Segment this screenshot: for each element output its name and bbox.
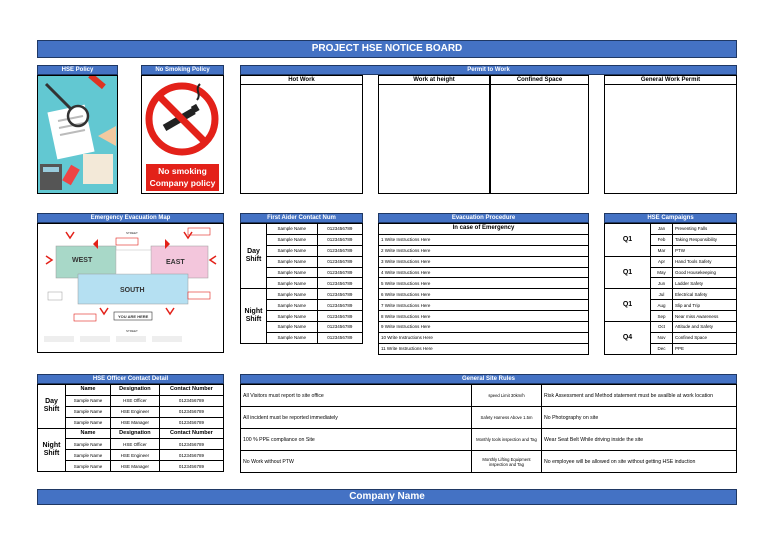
- rule-mid: Safety Harness Above 1.5m: [472, 407, 542, 429]
- rule-right: No Photography on site: [542, 407, 737, 429]
- permit-hot-work: [240, 75, 363, 194]
- first-aider-name: Sample Name: [267, 224, 318, 235]
- officer-number: 0123456789: [159, 406, 223, 417]
- officer-name: Sample Name: [66, 450, 111, 461]
- officer-number: 0123456789: [159, 417, 223, 428]
- officer-role: HSE Manager: [110, 461, 159, 472]
- rules-header: General Site Rules: [240, 374, 737, 384]
- no-smoking-icon: [142, 76, 223, 161]
- rule-mid: Monthly tools inspection and Tag: [472, 429, 542, 451]
- campaign-month: Jun: [651, 278, 673, 289]
- evacuation-step: 1 Write Instructions Here: [379, 234, 589, 245]
- evacuation-step: 3 Write Instructions Here: [379, 256, 589, 267]
- campaign-month: Aug: [651, 300, 673, 311]
- officer-col-designation: Designation: [110, 428, 159, 439]
- no-smoking-text: [146, 164, 219, 191]
- evacuation-step: 5 Write Instructions Here: [379, 278, 589, 289]
- map-you-are-here: YOU ARE HERE: [118, 314, 149, 319]
- officer-col-designation: Designation: [110, 385, 159, 396]
- campaign-month: Apr: [651, 256, 673, 267]
- officer-night-label: Night Shift: [38, 428, 66, 472]
- map-street-top: STREET: [126, 231, 138, 235]
- evacuation-subtitle: In case of Emergency: [379, 224, 589, 235]
- officer-col-contact: Contact Number: [159, 428, 223, 439]
- officer-role: HSE Officer: [110, 439, 159, 450]
- campaign-topic: Taking Responsibility: [673, 234, 737, 245]
- evacuation-step: 8 Write Instructions Here: [379, 311, 589, 322]
- campaign-topic: Electrical Safety: [673, 289, 737, 300]
- officer-col-contact: Contact Number: [159, 385, 223, 396]
- permit-header: Permit to Work: [240, 65, 737, 75]
- campaign-month: Jul: [651, 289, 673, 300]
- campaign-topic: PTW: [673, 245, 737, 256]
- officer-col-name: Name: [66, 428, 111, 439]
- campaign-month: Nov: [651, 332, 673, 343]
- officer-role: HSE Engineer: [110, 406, 159, 417]
- rule-mid: Monthly Lifting Equipment inspection and Tag: [472, 451, 542, 473]
- first-aider-table: [240, 223, 363, 344]
- campaign-month: Feb: [651, 234, 673, 245]
- board-title: PROJECT HSE NOTICE BOARD: [37, 40, 737, 58]
- officer-name: Sample Name: [66, 417, 111, 428]
- campaign-topic: Hand Tools Safety: [673, 256, 737, 267]
- first-aider-name: Sample Name: [267, 245, 318, 256]
- permit-label: General Work Permit: [605, 76, 736, 85]
- first-aider-number: 0123456789: [317, 267, 362, 278]
- sign-line-1: No smoking: [158, 166, 207, 176]
- first-aider-night-label: Night Shift: [241, 289, 267, 343]
- officer-name: Sample Name: [66, 406, 111, 417]
- map-east: EAST: [166, 259, 185, 266]
- campaign-month: Mar: [651, 245, 673, 256]
- officer-number: 0123456789: [159, 439, 223, 450]
- campaign-month: Dec: [651, 343, 673, 354]
- first-aider-number: 0123456789: [317, 311, 362, 322]
- campaign-topic: Confined Space: [673, 332, 737, 343]
- permit-label: Work at height: [379, 76, 489, 85]
- permit-confined-space: [490, 75, 589, 194]
- officer-number: 0123456789: [159, 461, 223, 472]
- map-west: WEST: [72, 257, 93, 264]
- first-aider-number: 0123456789: [317, 289, 362, 300]
- company-name-footer: Company Name: [37, 489, 737, 505]
- rule-left: All Visitors must report to site office: [241, 385, 472, 407]
- first-aider-number: 0123456789: [317, 234, 362, 245]
- first-aider-name: Sample Name: [267, 278, 318, 289]
- rule-mid: speed Limit 30km/h: [472, 385, 542, 407]
- officer-name: Sample Name: [66, 461, 111, 472]
- evacuation-step: 4 Write Instructions Here: [379, 267, 589, 278]
- campaign-quarter: Q1: [605, 256, 651, 289]
- evac-map: [37, 223, 224, 353]
- evacuation-step: 10 Write Instructions Here: [379, 332, 589, 343]
- hse-policy-header: HSE Policy: [37, 65, 118, 75]
- officer-role: HSE Officer: [110, 395, 159, 406]
- campaigns-header: HSE Campaigns: [604, 213, 737, 223]
- permit-label: Confined Space: [491, 76, 588, 85]
- rule-left: No Work without PTW: [241, 451, 472, 473]
- first-aider-name: Sample Name: [267, 311, 318, 322]
- hse-policy-image: [37, 75, 118, 194]
- officer-name: Sample Name: [66, 395, 111, 406]
- campaign-month: May: [651, 267, 673, 278]
- first-aider-header: First Aider Contact Num: [240, 213, 363, 223]
- first-aider-day-label: Day Shift: [241, 224, 267, 289]
- evacuation-table: [378, 223, 589, 355]
- rule-right: Risk Assessment and Method statement must be availble at work location: [542, 385, 737, 407]
- no-smoking-header: No Smoking Policy: [141, 65, 224, 75]
- evacuation-step: 7 Write Instructions Here: [379, 300, 589, 311]
- officer-number: 0123456789: [159, 395, 223, 406]
- permit-label: Hot Work: [241, 76, 362, 85]
- campaign-topic: Attitude and Safety: [673, 322, 737, 333]
- campaign-month: Sep: [651, 311, 673, 322]
- first-aider-number: 0123456789: [317, 322, 362, 333]
- map-south: SOUTH: [120, 287, 145, 294]
- officer-header: HSE Officer Contact Detail: [37, 374, 224, 384]
- first-aider-number: 0123456789: [317, 300, 362, 311]
- first-aider-number: 0123456789: [317, 332, 362, 343]
- first-aider-name: Sample Name: [267, 256, 318, 267]
- permit-general-work: [604, 75, 737, 194]
- campaign-quarter: Q1: [605, 289, 651, 322]
- evacuation-step: 9 Write Instructions Here: [379, 322, 589, 333]
- officer-col-name: Name: [66, 385, 111, 396]
- first-aider-number: 0123456789: [317, 245, 362, 256]
- rule-left: 100 % PPE compliance on Site: [241, 429, 472, 451]
- campaign-topic: Good Housekeeping: [673, 267, 737, 278]
- first-aider-name: Sample Name: [267, 234, 318, 245]
- evacuation-header: Evacuation Procedure: [378, 213, 589, 223]
- officer-day-label: Day Shift: [38, 385, 66, 429]
- first-aider-name: Sample Name: [267, 300, 318, 311]
- map-street-bottom: STREET: [126, 329, 138, 333]
- first-aider-name: Sample Name: [267, 267, 318, 278]
- evacuation-step: 11 Write Instructions Here: [379, 343, 589, 354]
- campaign-month: Jan: [651, 224, 673, 235]
- campaign-quarter: Q4: [605, 322, 651, 355]
- campaign-month: Oct: [651, 322, 673, 333]
- first-aider-number: 0123456789: [317, 224, 362, 235]
- campaign-topic: PPE: [673, 343, 737, 354]
- officer-role: HSE Engineer: [110, 450, 159, 461]
- campaign-quarter: Q1: [605, 224, 651, 257]
- no-smoking-sign: [141, 75, 224, 194]
- campaign-topic: Slip and Trip: [673, 300, 737, 311]
- rule-right: No employee will be allowed on site without getting HSE induction: [542, 451, 737, 473]
- campaign-topic: Preventing Falls: [673, 224, 737, 235]
- campaign-topic: Ladder Safety: [673, 278, 737, 289]
- permit-work-at-height: [378, 75, 490, 194]
- sign-line-2: Company policy: [149, 178, 216, 188]
- evacuation-step: 2 Write Instructions Here: [379, 245, 589, 256]
- first-aider-name: Sample Name: [267, 289, 318, 300]
- officer-table: [37, 384, 224, 472]
- evacuation-step: 6 Write Instructions Here: [379, 289, 589, 300]
- rule-right: Wear Seat Belt While driving inside the site: [542, 429, 737, 451]
- evac-map-header: Emergency Evacuation Map: [37, 213, 224, 223]
- first-aider-number: 0123456789: [317, 256, 362, 267]
- campaigns-table: [604, 223, 737, 355]
- rules-table: [240, 384, 737, 473]
- officer-number: 0123456789: [159, 450, 223, 461]
- officer-name: Sample Name: [66, 439, 111, 450]
- first-aider-name: Sample Name: [267, 322, 318, 333]
- rule-left: All incident must be reported immediately: [241, 407, 472, 429]
- officer-role: HSE Manager: [110, 417, 159, 428]
- first-aider-name: Sample Name: [267, 332, 318, 343]
- campaign-topic: Near miss Awareness: [673, 311, 737, 322]
- first-aider-number: 0123456789: [317, 278, 362, 289]
